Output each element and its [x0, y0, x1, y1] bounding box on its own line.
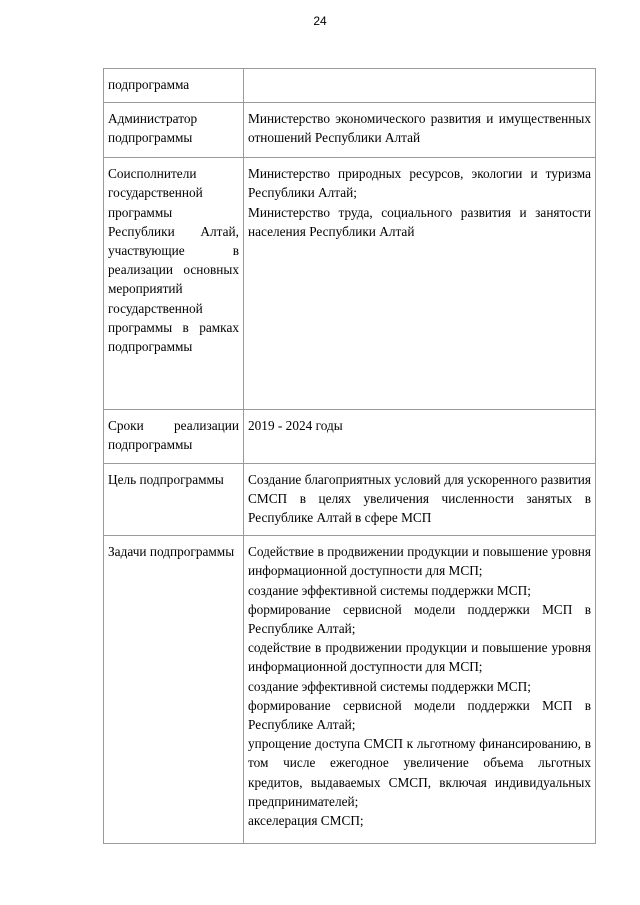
row-value [244, 536, 596, 844]
task-item: Содействие в продвижении продукции и повышение уровня информационной доступности для МСП; [248, 544, 591, 579]
page-number: 24 [313, 14, 327, 28]
row-label: Администратор подпрограммы [104, 103, 244, 158]
table-row [104, 69, 596, 103]
row-value [244, 158, 596, 410]
task-item: создание эффективной системы поддержки МСП; [248, 582, 531, 598]
row-value: Создание благоприятных условий для ускоренного развития СМСП в целях увеличения численности занятых в Республике Алтай в сфере МСП [244, 463, 596, 536]
row-label: Цель подпрограммы [104, 463, 244, 536]
row-value: Министерство экономического развития и имущественных отношений Республики Алтай [244, 103, 596, 158]
task-item: формирование сервисной модели поддержки МСП в Республике Алтай; [248, 601, 591, 637]
task-item: формирование сервисной модели поддержки МСП в Республике Алтай; [248, 697, 591, 733]
task-item: создание эффективной системы поддержки МСП; [248, 678, 531, 694]
passport-table [103, 68, 596, 844]
row-value [244, 69, 596, 103]
row-label: подпрограмма [104, 69, 244, 103]
row-label: Соисполнители государственной программы Республики Алтай, участвующие в реализации основных мероприятий государственной программы в рамках подпрограммы [104, 158, 244, 410]
task-item: акселерация СМСП; [248, 813, 364, 829]
value-line: Министерство труда, социального развития и занятости населения Республики Алтай [248, 204, 591, 239]
table-row [104, 536, 596, 844]
task-item: содействие в продвижении продукции и повышение уровня информационной доступности для МСП; [248, 640, 591, 675]
table-row [104, 410, 596, 463]
table-row [104, 158, 596, 410]
task-item: упрощение доступа СМСП к льготному финансированию, в том числе ежегодное увеличение объема льготных кредитов, выдаваемых СМСП, включая индивидуальных предпринимателей; [248, 736, 591, 809]
table-row [104, 463, 596, 536]
row-label: Задачи подпрограммы [104, 536, 244, 844]
table-row [104, 103, 596, 158]
value-line: Министерство природных ресурсов, экологии и туризма Республики Алтай; [248, 166, 591, 201]
row-label: Сроки реализации подпрограммы [104, 410, 244, 463]
row-value: 2019 - 2024 годы [244, 410, 596, 463]
